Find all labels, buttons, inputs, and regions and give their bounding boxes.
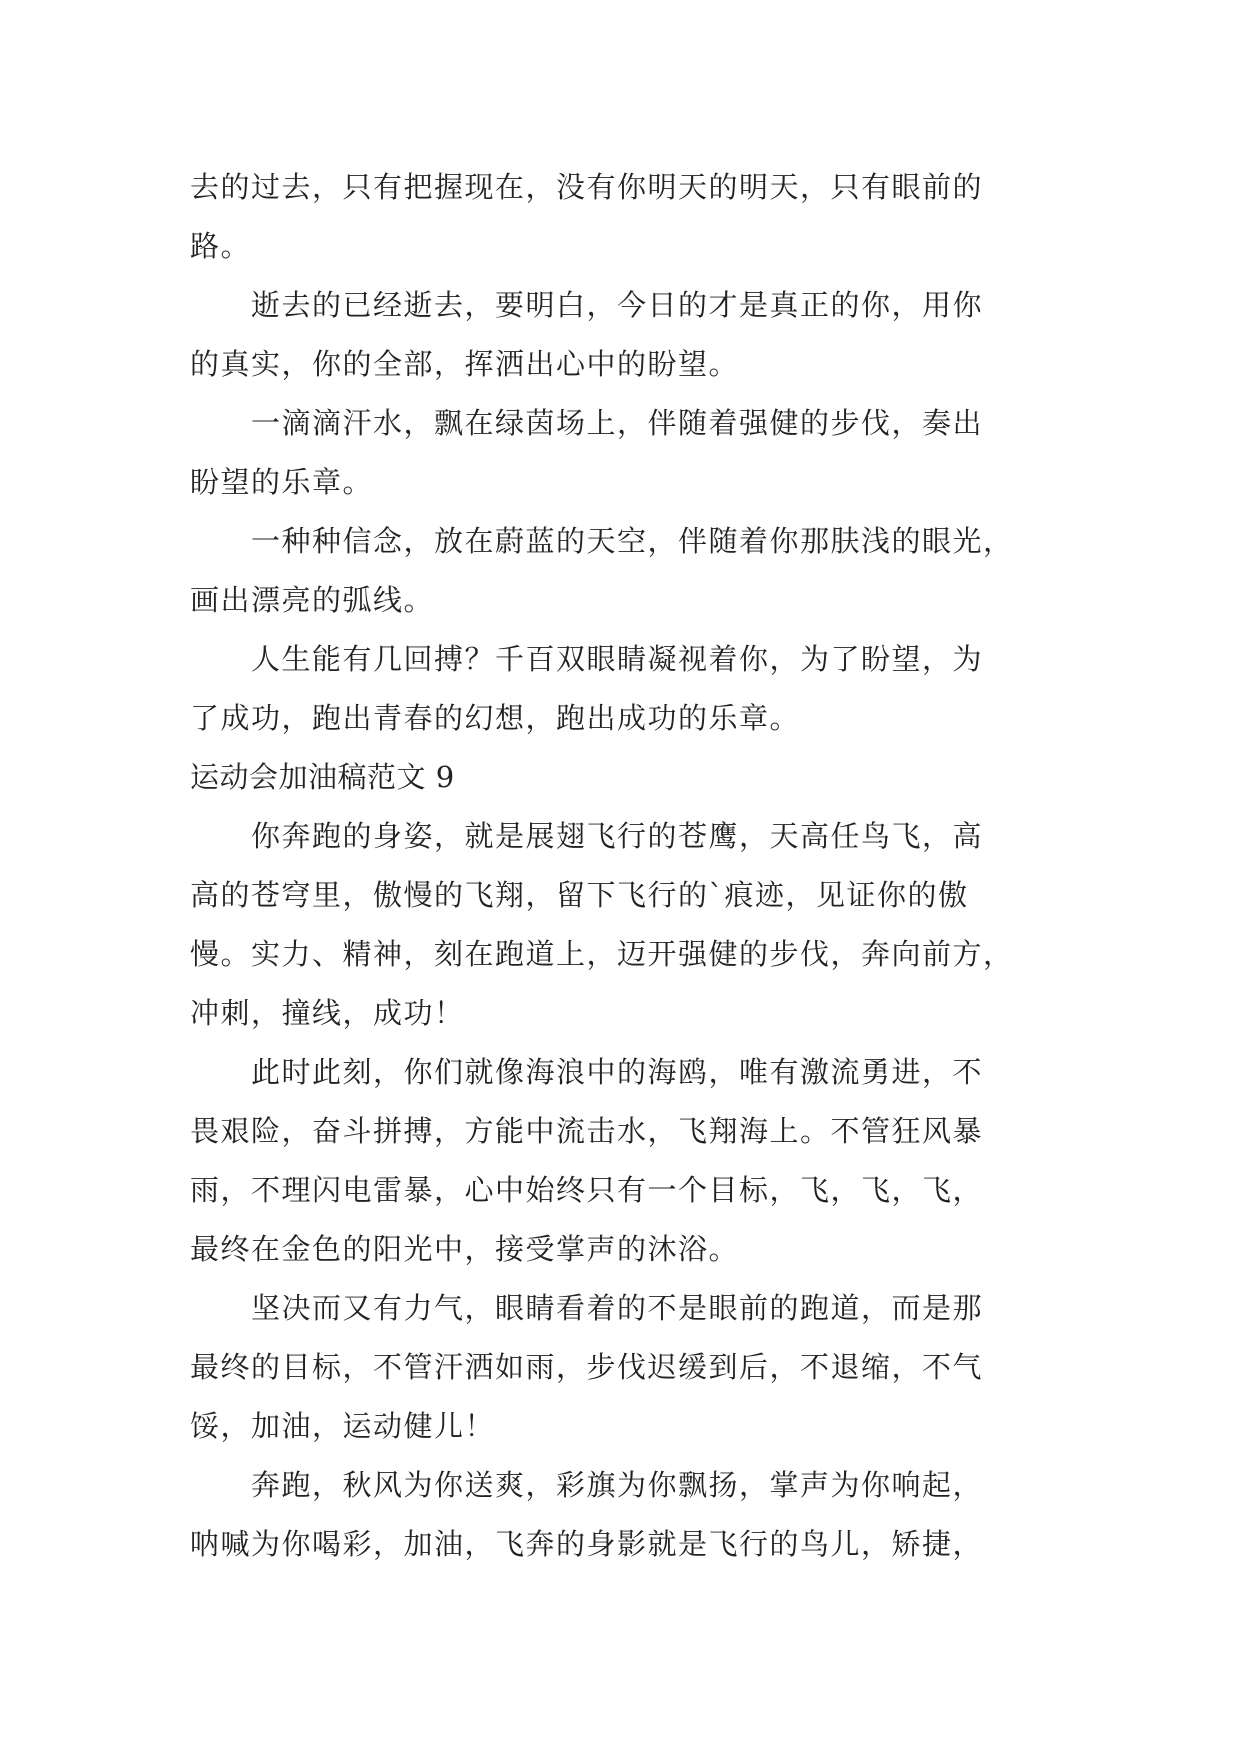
text-line: 畏艰险，奋斗拼搏，方能中流击水，飞翔海上。不管狂风暴 xyxy=(190,1114,984,1148)
text-line: 此时此刻，你们就像海浪中的海鸥，唯有激流勇进，不 xyxy=(190,1055,984,1089)
text-line: 雨，不理闪电雷暴，心中始终只有一个目标，飞，飞，飞， xyxy=(190,1173,984,1207)
text-line: 最终在金色的阳光中，接受掌声的沐浴。 xyxy=(190,1232,740,1266)
text-line: 高的苍穹里，傲慢的飞翔，留下飞行的`痕迹，见证你的傲 xyxy=(190,878,969,912)
text-line: 一种种信念，放在蔚蓝的天空，伴随着你那肤浅的眼光， xyxy=(190,524,1014,558)
text-line: 的真实，你的全部，挥洒出心中的盼望。 xyxy=(190,347,740,381)
text-line: 去的过去，只有把握现在，没有你明天的明天，只有眼前的 xyxy=(190,170,984,204)
text-line: 馁，加油，运动健儿！ xyxy=(190,1409,496,1443)
text-line: 路。 xyxy=(190,229,252,263)
text-line: 盼望的乐章。 xyxy=(190,465,374,499)
text-line: 最终的目标，不管汗洒如雨，步伐迟缓到后，不退缩，不气 xyxy=(190,1350,984,1384)
text-line: 冲刺，撞线，成功！ xyxy=(190,996,465,1030)
text-line: 人生能有几回搏？千百双眼睛凝视着你，为了盼望，为 xyxy=(190,642,984,676)
text-line: 一滴滴汗水，飘在绿茵场上，伴随着强健的步伐，奏出 xyxy=(190,406,984,440)
document-body xyxy=(190,158,1050,1574)
text-line: 画出漂亮的弧线。 xyxy=(190,583,435,617)
text-line: 了成功，跑出青春的幻想，跑出成功的乐章。 xyxy=(190,701,801,735)
text-line: 你奔跑的身姿，就是展翅飞行的苍鹰，天高任鸟飞，高 xyxy=(190,819,984,853)
text-line: 坚决而又有力气，眼睛看着的不是眼前的跑道，而是那 xyxy=(190,1291,984,1325)
text-line: 呐喊为你喝彩，加油，飞奔的身影就是飞行的鸟儿，矫捷， xyxy=(190,1527,984,1561)
text-line: 慢。实力、精神，刻在跑道上，迈开强健的步伐，奔向前方， xyxy=(190,937,1014,971)
text-line: 奔跑，秋风为你送爽，彩旗为你飘扬，掌声为你响起， xyxy=(190,1468,984,1502)
section-heading: 运动会加油稿范文 9 xyxy=(190,760,455,794)
text-line: 逝去的已经逝去，要明白，今日的才是真正的你，用你 xyxy=(190,288,984,322)
